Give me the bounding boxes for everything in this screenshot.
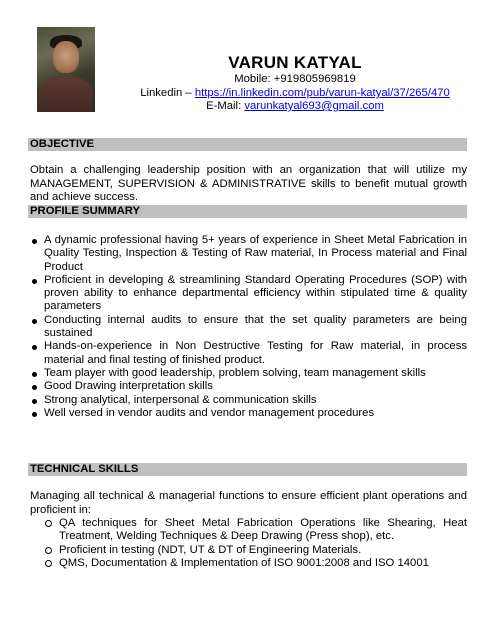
technical-skills-list: [45, 517, 467, 570]
email-label: E-Mail:: [206, 100, 245, 112]
technical-skills-intro: Managing all technical & managerial functions to ensure efficient plant operations and proficient in:: [30, 490, 467, 516]
objective-text: Obtain a challenging leadership position with an organization that will utilize my MANAGEMENT, SUPERVISION & ADMINISTRATIVE skills to benefit mutual growth and achieve success.: [30, 164, 467, 204]
list-item: Strong analytical, interpersonal & communication skills: [30, 394, 467, 407]
list-item: Hands-on-experience in Non Destructive Testing for Raw material, in process material and final testing of finished product.: [30, 340, 467, 367]
list-item: Team player with good leadership, problem solving, team management skills: [30, 367, 467, 380]
profile-summary-list: [30, 234, 467, 420]
bullet-icon: [32, 239, 37, 244]
circle-bullet-icon: [45, 547, 52, 554]
linkedin-label: Linkedin –: [140, 87, 195, 99]
technical-skills-heading: TECHNICAL SKILLS: [28, 463, 467, 476]
bullet-icon: [32, 372, 37, 377]
circle-bullet-icon: [45, 560, 52, 567]
bullet-icon: [32, 279, 37, 284]
list-item: Good Drawing interpretation skills: [30, 380, 467, 393]
email-line: [95, 100, 495, 112]
bullet-icon: [32, 319, 37, 324]
list-item: QA techniques for Sheet Metal Fabrication Operations like Shearing, Heat Treatment, Welding Techniques & Deep Drawing (Press shop), etc.: [45, 517, 467, 544]
bullet-icon: [32, 412, 37, 417]
bullet-icon: [32, 399, 37, 404]
list-item: QMS, Documentation & Implementation of ISO 9001:2008 and ISO 14001: [45, 557, 467, 570]
objective-heading: OBJECTIVE: [28, 138, 467, 151]
list-item: Well versed in vendor audits and vendor management procedures: [30, 407, 467, 420]
list-item: Conducting internal audits to ensure that the set quality parameters are being sustained: [30, 314, 467, 341]
linkedin-line: [95, 87, 495, 99]
list-item: Proficient in testing (NDT, UT & DT of Engineering Materials.: [45, 544, 467, 557]
mobile-number: Mobile: +919805969819: [234, 73, 356, 85]
linkedin-link[interactable]: https://in.linkedin.com/pub/varun-katyal/37/265/470: [194, 87, 450, 99]
candidate-name: VARUN KATYAL: [228, 53, 362, 72]
circle-bullet-icon: [45, 520, 52, 527]
profile-photo: [37, 27, 95, 112]
email-link[interactable]: varunkatyal693@gmail.com: [244, 100, 384, 112]
list-item: A dynamic professional having 5+ years of experience in Sheet Metal Fabrication in Quality Testing, Inspection & Testing of Raw material, In Process material and Final Product: [30, 234, 467, 274]
list-item: Proficient in developing & streamlining Standard Operating Procedures (SOP) with proven ability to enhance departmental efficiency within stipulated time & quality parameters: [30, 274, 467, 314]
bullet-icon: [32, 345, 37, 350]
bullet-icon: [32, 385, 37, 390]
profile-summary-heading: PROFILE SUMMARY: [28, 205, 467, 218]
